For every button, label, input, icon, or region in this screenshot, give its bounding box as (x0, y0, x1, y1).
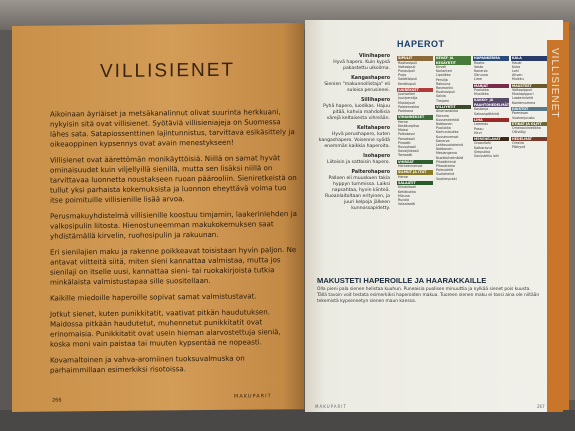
pairing-group-title: MERENELÄVÄT (473, 137, 509, 142)
margin-heading: Kangashapero (351, 76, 390, 81)
book-cover-edge (569, 30, 575, 400)
pairing-item: Voisalaatti (398, 202, 416, 207)
pairing-group-title: LIHA (473, 118, 509, 123)
pairing-item: Ruohosipuli (436, 90, 456, 95)
pairing-item: Salvia (436, 94, 446, 99)
pairing-group-title: VIHREÄT (397, 160, 433, 165)
pairing-group-title: HAPANKERMA (473, 56, 509, 61)
running-head: MAKUPARIT (315, 404, 347, 409)
paragraph: Eri sienilajien maku ja rakenne poikkeavat toisistaan hyvin paljon. Ne antavat viitteitä siitä, miten sieni kannattaa valmistaa, mutta jos sienilaji on itselle uusi, kannattaa sieni- tai ruokakirjoista tutkia minkälaista valmistustapaa sille suositellaan. (50, 245, 297, 287)
pairing-item: Vuohenjuusto (512, 115, 535, 120)
margin-heading: Sillihapero (360, 98, 390, 103)
pairing-column (511, 54, 547, 150)
pairing-item: Herneenversot (398, 164, 423, 169)
pairing-item: Kirveli (436, 65, 447, 69)
desk-background-bottom (0, 410, 575, 431)
pairing-item: Ruoho (474, 60, 485, 65)
margin-heading: Palterohapero (351, 170, 390, 175)
pairing-item: Juuripersilja (398, 96, 418, 101)
pairing-group-title: KAKKO- JA PAAHTOHEDELMÄT (474, 98, 509, 107)
pairing-item: Nokkonen (436, 147, 453, 152)
pairing-item: Kuusenversot (436, 134, 459, 139)
margin-text: Liitoisin ja sattoisin hapero. (327, 160, 390, 165)
pairing-item: Ruohosipuli (398, 60, 418, 65)
pairing-item: Simpukka (474, 149, 491, 154)
paragraph: Jotkut sienet, kuten punikkitatit, vaativat pitkän haudutuksen. Maidossa pitkään haudutetut, muhennetut punikkitatit ovat erinomaisia. Punikkitatit ovat usein hieman alarvostettuja sieniä, koska moni vain paistaa tai muuten kypsentää ne nopeasti. (50, 307, 281, 349)
pairing-item: Persilja (436, 77, 448, 82)
pairing-item: Kardemumma (512, 100, 536, 105)
pairing-item: Rakuuna (436, 81, 451, 86)
pairing-item: Puolukka (436, 126, 451, 131)
pairing-item: Puolukka (474, 88, 489, 93)
running-head: MAKUPARIT (234, 393, 272, 400)
pairing-item: Lammas (474, 122, 489, 127)
pairing-item: Kevätsipuli (398, 81, 416, 86)
pairing-item: Kanerva (474, 68, 488, 73)
right-page (305, 20, 563, 412)
pairing-group-title: MAUSTEET (511, 84, 547, 89)
pairing-item: Mesiangervo (436, 151, 458, 156)
pairing-item: Kanerva (436, 138, 450, 143)
chapter-title: VILLISIENET (100, 59, 235, 83)
paragraph: Villisienet ovat äärettömän monikäyttöisiä. Niillä on samat hyvät ominaisuudet kuin viljellyillä sienillä, mutta sen lisäksi niillä on tarvittavaa luonnetta noustakseen ruoan päärooliin. Sieniretkeistä on tullut yksi parhaista kokemuksista ja luonnon eheyttävä voima tuo itse poimituille villisienille lisää arvoa. (50, 153, 297, 205)
pairing-item: Horsma (436, 113, 449, 118)
paragraph: Aikoinaan äyriäiset ja metsäkanalinnut olivat suurinta herkkuani, nykyisin sitä ovat villisienet. Syötäviä villisieniajeja on Suomessa lähes sata. Satapiossenttinen lajintunnistus, tarvittava esikäsittely ja oikeaoppinen kypsennys ovat avain menestykseen! (50, 107, 295, 149)
paragraph: Perusmakuyhdistelmä villisienille koostuu timjamin, laakerinlehden ja valkosipulin liitosta. Hienostuneemman makukokemuksen saat yhdistämällä kirvelin, ruohosipulin ja rakuunan. (50, 209, 297, 241)
pairing-item: Kehäkukka (398, 189, 416, 194)
pairing-column (473, 54, 509, 158)
pairing-item: Mustajuuri (398, 100, 416, 105)
pairing-item: Herne (398, 174, 408, 179)
pairing-item: Korianteri (436, 69, 452, 74)
pairing-item: Kuha (512, 64, 521, 69)
pairing-item: Nokkonen (436, 121, 453, 126)
pairing-item: Palkokasvi (398, 132, 416, 137)
pairing-item: Ahomansikka (436, 109, 459, 114)
pairing-item: Savoijinkaali (398, 149, 419, 154)
pairing-item: Valkosipuli (398, 64, 416, 69)
pairing-item: Salottisipuli (398, 77, 418, 82)
pairing-group-title: KEVÄT- JA KESÄYRTIT (435, 56, 471, 65)
pairing-item: Omenaviinietikka (512, 126, 541, 131)
pairing-item: Parsakaali (398, 136, 415, 141)
pairing-item: Lime (474, 77, 482, 82)
pairing-item: Omena (512, 141, 524, 146)
pairing-item: Rucola (398, 198, 409, 203)
margin-heading: Isohapero (363, 154, 390, 159)
margin-heading: Viinihapero (359, 54, 390, 59)
pairing-item: Ruusukaali (398, 144, 416, 149)
pairing-item: Hauki (512, 60, 522, 65)
margin-notes (318, 50, 390, 215)
pairing-group-title: HEDELMÄT (511, 137, 547, 142)
pairing-group-title: KALA (511, 56, 547, 61)
pairing-item: Valkopippuri (512, 88, 533, 93)
pairing-item: Porkkana (398, 109, 414, 114)
section-text: Olla pieni pala sienen helistaa kuuhun. Puneaisia puolisen minuuttia ja nylkää sienet pois kuusta. Tällä tavoin voit testata esimerkiksi haperoiden makua. Tuoreen sienen maku ei tossi aina ole niitään tekemistä kypsennetyn sienen maun kanssa. (317, 287, 540, 304)
pairing-group-title: ETIKAT JA ÖLJYT (511, 122, 547, 127)
pairing-item: Punasipuli (398, 68, 415, 73)
pairing-item: Rosmariini (436, 86, 454, 91)
pairing-item: Parmesan (512, 111, 529, 116)
pairing-item: Mustapippuri (512, 92, 534, 97)
pairing-group-title: SALAATIT (397, 181, 433, 186)
pairing-item: Savustettu lohi (474, 154, 499, 159)
pairing-column (397, 54, 433, 206)
pairing-item: Hirvi (474, 130, 482, 135)
pairing-group-title: MARJAT (473, 84, 509, 89)
pairing-item: Piharatamo (436, 163, 455, 168)
pairing-item: Muikku (512, 77, 524, 82)
pairing-item: Possu (474, 126, 484, 131)
pairing-item: Kiinankaali (398, 185, 416, 190)
pairing-item: Nuokkuhelmikkä (436, 155, 464, 160)
pairing-group-title: SILMUT JA ITUT (397, 170, 433, 175)
margin-text: Hyvä hapero. Kuin kypsä pakastettu ulkoilma. (333, 60, 390, 71)
margin-text: Sienien "makunnollistaja" eli suloisa perusienei. (324, 82, 390, 93)
pairing-item: Timjami (436, 98, 450, 103)
margin-text: Palloen eli muuskuen takia hyppyn tummissa. Laiksi napsahtaa, hyvin kiinteä. Ruoanlaitoltaan erityinen, ja juuri kelpoja jälkeen kunnossapidetty. (325, 176, 390, 211)
pairing-group-title: JUUSTOT (511, 107, 547, 112)
page-number: 267 (537, 404, 545, 409)
pairing-item: Lipstikka (436, 73, 451, 78)
pairing-item: Kastanja (474, 107, 489, 112)
pairing-group-title: VILLIYRTIT (435, 105, 471, 110)
pairing-table (397, 54, 547, 266)
body-text (50, 107, 297, 382)
paragraph: Kovamaltoinen ja vahva-aromiinen tuoksuvalmuska on parhaimmillaan esimerkiksi risotoissa. (50, 353, 245, 375)
pairing-group-title: SIPULIT (397, 56, 433, 61)
pairing-item: Oliiviöljy (512, 130, 527, 135)
pairing-column (435, 54, 471, 181)
pairing-item: Juuriselleri (398, 92, 416, 97)
pairing-item: Palsternakka (398, 104, 420, 109)
pairing-item: Karhunlaukka (436, 130, 459, 135)
paragraph: Kaikille miedoille haperoille sopivat samat valmistustavat. (50, 291, 257, 303)
pairing-item: Vasta (474, 64, 484, 69)
pairing-item: Purjo (398, 73, 407, 78)
table-title: HAPEROT (397, 39, 445, 49)
pairing-item: Tomaatti (398, 153, 413, 158)
pairing-group-title: VIHANNEKSET (397, 115, 433, 120)
page-number: 266 (52, 397, 62, 404)
pairing-item: Katkaravut (474, 145, 492, 150)
margin-heading: Keltahapero (356, 126, 390, 131)
pairing-item: Graavilohi (474, 141, 491, 146)
pairing-item: Mustikka (474, 92, 489, 97)
pairing-item: Ahven (512, 73, 523, 78)
left-page (12, 23, 304, 412)
pairing-item: Kuusenkerkkä (436, 117, 459, 122)
pairing-item: Päärynä (512, 145, 526, 150)
pairing-item: Lehtosuolaheinä (436, 142, 464, 147)
pairing-item: Saksanpähkinä (474, 111, 499, 116)
pairing-item: Mizuna (398, 193, 410, 198)
pairing-item: Laakerinlehti (512, 96, 534, 101)
pairing-item: Maissi (398, 128, 409, 133)
pairing-item: Kesäkurpitsa (398, 123, 420, 128)
pairing-group-title: JUUREKSET (397, 88, 433, 93)
margin-text: Pyhä hapero, luodikas. Hajuu pitää, kahvia mahdollisia värejä keltaisesta vihreään. (323, 104, 390, 121)
pairing-item: Herne (398, 119, 408, 124)
margin-text: Hyvä perushapero, kuten kangashapero. Voisenne syödä enemmän kaikkia haperoita. (318, 132, 390, 149)
pairing-item: Poimulehti (436, 168, 454, 173)
section-title: MAKUSTETI HAPEROILLE JA HAARAKKAILLE (317, 276, 487, 285)
chapter-tab-label: VILLISIENET (549, 48, 560, 119)
pairing-item: Lohi (512, 68, 519, 73)
pairing-item: Vuohenputki (436, 176, 457, 181)
pairing-item: Pihatähtimö (436, 159, 456, 164)
pairing-item: Pinaatti (398, 140, 411, 145)
pairing-item: Sitruuna (474, 73, 488, 78)
pairing-item: Suolaheinä (436, 172, 455, 177)
